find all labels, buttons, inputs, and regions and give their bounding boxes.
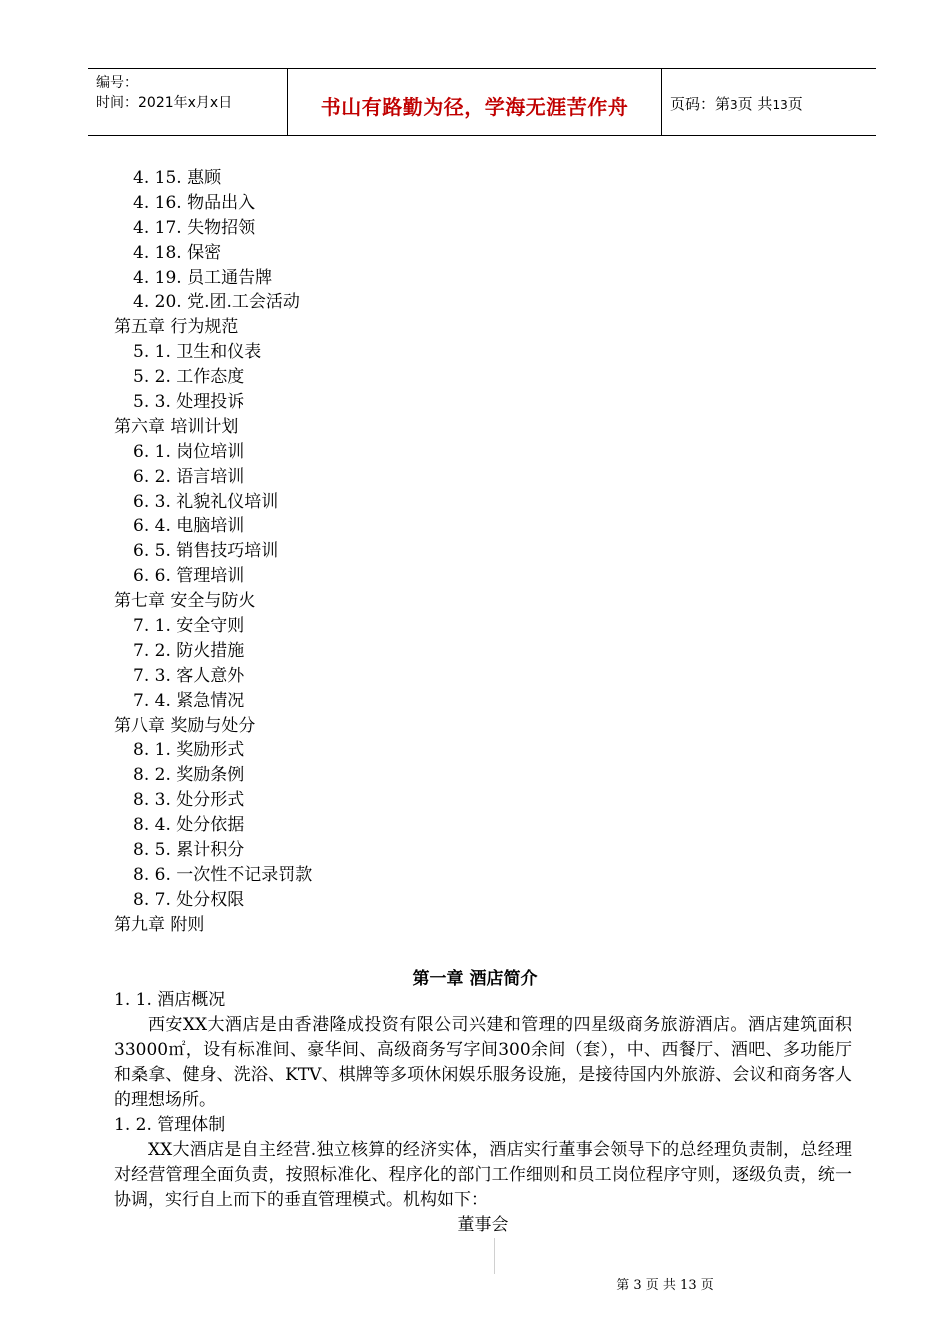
org-chart-top: 董事会 <box>457 1215 509 1235</box>
page-mid: 页 共 <box>737 95 773 113</box>
section-heading: 1. 2. 管理体制 <box>114 1115 226 1135</box>
toc-section-item: 7. 4. 紧急情况 <box>133 690 245 711</box>
toc-section-item: 6. 3. 礼貌礼仪培训 <box>133 491 279 512</box>
toc-section-item: 5. 2. 工作态度 <box>133 367 245 388</box>
header-motto: 书山有路勤为径，学海无涯苦作舟 <box>320 95 629 119</box>
toc-section-item: 5. 1. 卫生和仪表 <box>133 342 262 363</box>
toc-section-item: 4. 17. 失物招领 <box>133 217 256 238</box>
toc-section-item: 8. 3. 处分形式 <box>133 790 245 811</box>
chapter-title: 第一章 酒店简介 <box>412 969 538 989</box>
table-of-contents <box>114 166 312 938</box>
document-body <box>114 988 852 1238</box>
toc-section-item: 4. 18. 保密 <box>133 242 222 263</box>
toc-section-item: 6. 5. 销售技巧培训 <box>133 541 279 562</box>
toc-section-item: 7. 2. 防火措施 <box>133 640 245 661</box>
toc-section-item: 5. 3. 处理投诉 <box>133 392 245 413</box>
toc-section-item: 6. 6. 管理培训 <box>133 566 245 587</box>
section-heading: 1. 1. 酒店概况 <box>114 990 226 1010</box>
document-time-label: 时间：2021年x月x日 <box>96 95 233 111</box>
toc-chapter-item: 第八章 奖励与处分 <box>114 715 256 736</box>
toc-section-item: 4. 16. 物品出入 <box>133 192 256 213</box>
paragraph: 西安XX大酒店是由香港隆成投资有限公司兴建和管理的四星级商务旅游酒店。酒店建筑面积33000㎡，设有标准间、豪华间、高级商务写字间300余间（套），中、西餐厅、酒吧、多功能厅和桑拿、健身、洗浴、KTV、棋牌等多项休闲娱乐服务设施，是接待国内外旅游、会议和商务客人的理想场所。 <box>114 1015 852 1110</box>
page-end: 页 <box>787 95 803 113</box>
toc-section-item: 4. 20. 党.团.工会活动 <box>133 292 300 313</box>
org-chart-connector <box>494 1238 495 1274</box>
toc-section-item: 4. 19. 员工通告牌 <box>133 267 273 288</box>
toc-section-item: 8. 1. 奖励形式 <box>133 740 245 761</box>
toc-chapter-item: 第七章 安全与防火 <box>114 591 256 612</box>
toc-section-item: 8. 6. 一次性不记录罚款 <box>133 864 313 885</box>
toc-chapter-item: 第九章 附则 <box>114 914 205 935</box>
page-label: 页码：第 <box>670 95 731 113</box>
toc-section-item: 8. 7. 处分权限 <box>133 889 245 910</box>
toc-section-item: 6. 4. 电脑培训 <box>133 516 245 537</box>
document-number-label: 编号： <box>96 75 138 91</box>
toc-section-item: 4. 15. 惠顾 <box>133 168 222 188</box>
header-meta <box>96 73 232 113</box>
toc-chapter-item: 第五章 行为规范 <box>114 317 239 338</box>
header-page-info <box>670 93 803 114</box>
toc-section-item: 8. 2. 奖励条例 <box>133 765 245 786</box>
toc-chapter-item: 第六章 培训计划 <box>114 416 239 437</box>
page-footer: 第 3 页 共 13 页 <box>616 1278 714 1293</box>
toc-section-item: 6. 1. 岗位培训 <box>133 441 245 462</box>
toc-section-item: 8. 5. 累计积分 <box>133 840 245 861</box>
toc-section-item: 8. 4. 处分依据 <box>133 815 245 836</box>
page-header <box>88 68 876 136</box>
header-divider-right <box>661 69 662 135</box>
page-current: 3 <box>730 98 738 112</box>
toc-section-item: 7. 3. 客人意外 <box>133 665 245 686</box>
toc-section-item: 6. 2. 语言培训 <box>133 466 245 487</box>
toc-section-item: 7. 1. 安全守则 <box>133 616 245 637</box>
page-total: 13 <box>772 98 788 112</box>
paragraph: XX大酒店是自主经营.独立核算的经济实体，酒店实行董事会领导下的总经理负责制，总经理对经营管理全面负责，按照标准化、程序化的部门工作细则和员工岗位程序守则，逐级负责，统一协调，实行自上而下的垂直管理模式。机构如下： <box>114 1140 852 1210</box>
